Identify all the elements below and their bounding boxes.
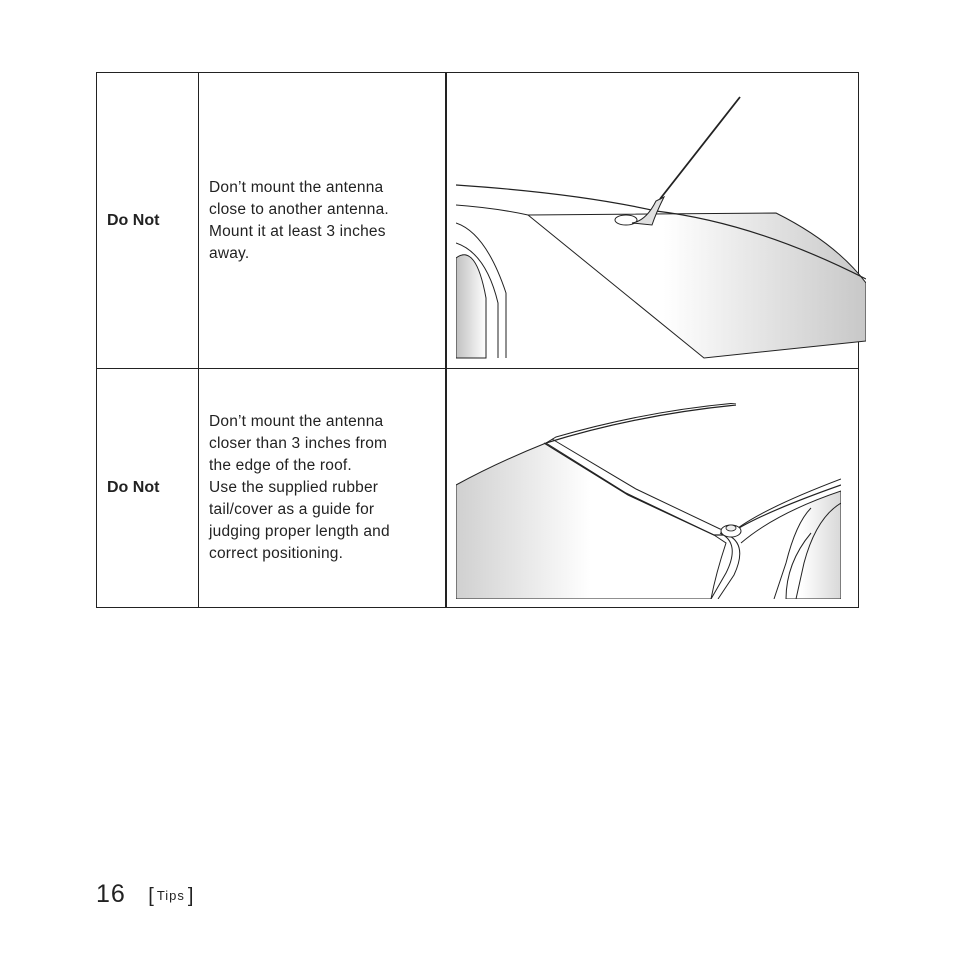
tip-text-1-line-2: close to another antenna.	[209, 200, 389, 218]
bracket-open: [	[148, 885, 154, 907]
roof-panel	[528, 213, 866, 358]
bracket-close: ]	[187, 885, 194, 907]
tip-text-2-line-5: tail/cover as a guide for	[209, 501, 375, 518]
section-tag	[148, 885, 193, 908]
tip-label-2: Do Not	[97, 369, 199, 608]
page-number: 16	[96, 880, 126, 908]
tips-table	[96, 72, 859, 608]
tip-text-2-line-4: Use the supplied rubber	[209, 479, 379, 496]
antenna-mast	[660, 97, 740, 199]
tip-label-1: Do Not	[97, 73, 199, 369]
car-roof-edge-illustration	[456, 403, 841, 599]
roof-panel	[456, 443, 726, 599]
tip-text-2-line-1: Don’t mount the antenna	[209, 413, 384, 430]
tip-illustration-cell-1	[446, 73, 859, 369]
tip-text-2-line-6: judging proper length and	[209, 523, 390, 540]
section-name: Tips	[156, 888, 185, 903]
tip-text-1	[199, 73, 447, 369]
tip-text-2	[199, 369, 447, 608]
tip-illustration-cell-2	[446, 369, 859, 608]
door-pillar	[456, 255, 486, 358]
tip-row-1	[97, 73, 859, 369]
tip-text-2-line-7: correct positioning.	[209, 545, 344, 562]
roof-ridge	[546, 405, 736, 443]
tip-text-1-line-1: Don’t mount the antenna	[209, 178, 384, 196]
tip-row-2	[97, 369, 859, 608]
car-roof-antenna-illustration	[456, 93, 866, 361]
tip-text-1-line-3: Mount it at least 3 inches	[209, 222, 386, 240]
tip-text-2-line-2: closer than 3 inches from	[209, 435, 388, 452]
tip-text-2-line-3: the edge of the roof.	[209, 457, 352, 474]
page-footer	[96, 880, 193, 909]
tip-text-1-line-4: away.	[209, 244, 250, 262]
